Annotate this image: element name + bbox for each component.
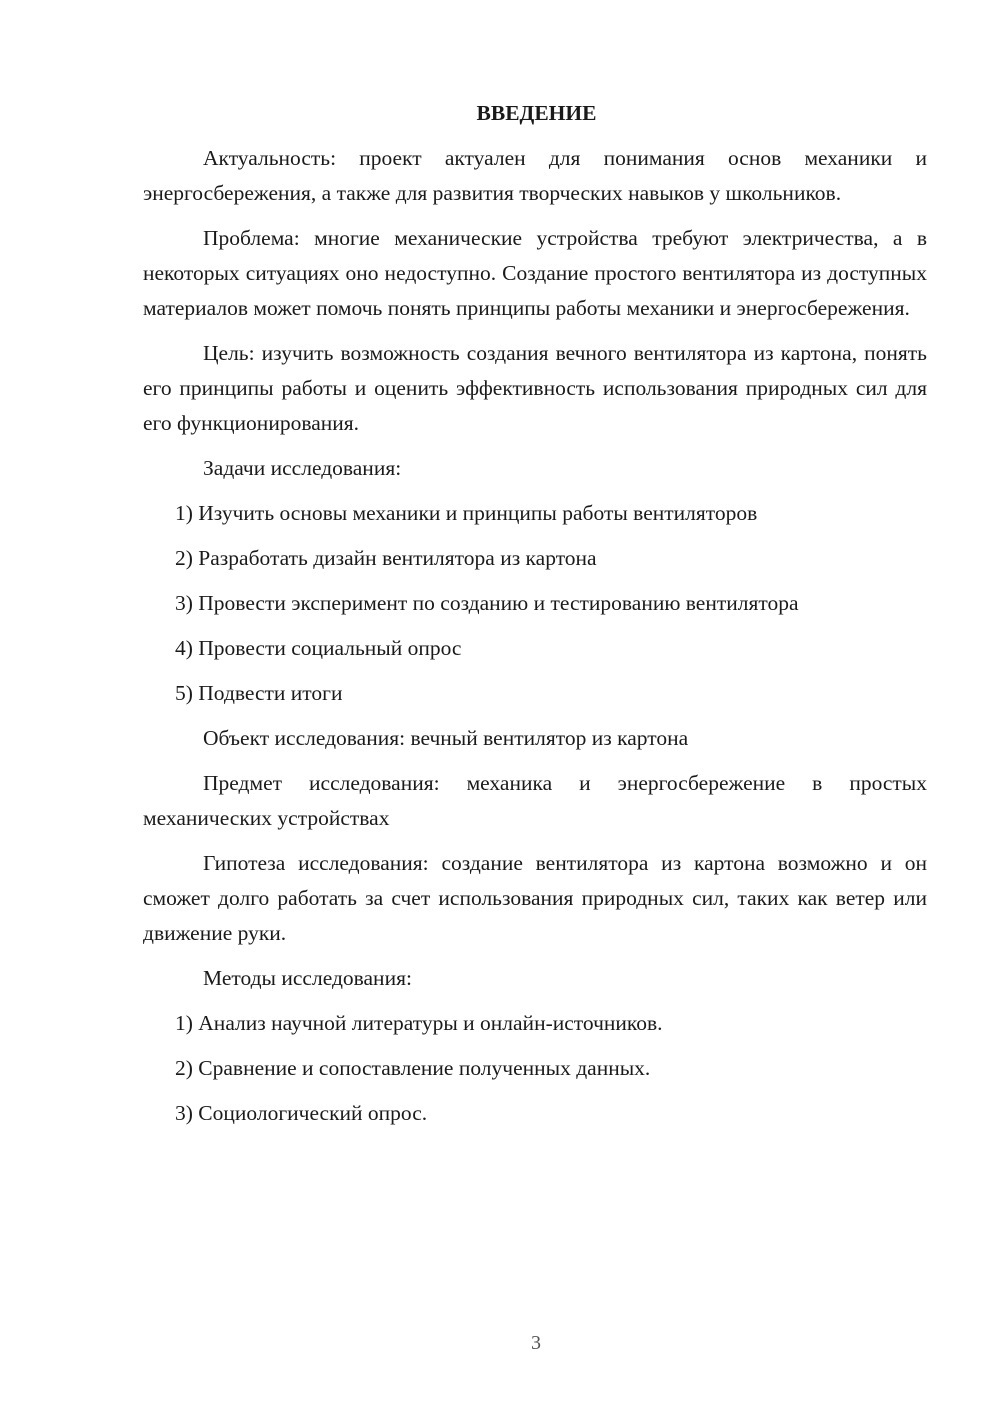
list-item: 2) Разработать дизайн вентилятора из картона bbox=[175, 546, 597, 570]
list-item: 5) Подвести итоги bbox=[175, 681, 343, 705]
page-number: 3 bbox=[531, 1332, 541, 1354]
methods-heading: Методы исследования: bbox=[203, 966, 412, 990]
tasks-heading: Задачи исследования: bbox=[203, 456, 402, 480]
list-item: 3) Социологический опрос. bbox=[175, 1101, 428, 1125]
list-item: 3) Провести эксперимент по созданию и тестированию вентилятора bbox=[175, 591, 799, 615]
list-item: 1) Изучить основы механики и принципы работы вентиляторов bbox=[175, 501, 758, 525]
list-item: 2) Сравнение и сопоставление полученных данных. bbox=[175, 1056, 651, 1080]
object-paragraph: Объект исследования: вечный вентилятор из картона bbox=[203, 726, 689, 750]
document-page bbox=[143, 96, 927, 1141]
hypothesis-paragraph: Гипотеза исследования: создание вентилятора из картона возможно и он сможет долго работать за счет использования природных сил, таких как ветер или движение руки. bbox=[143, 851, 927, 945]
list-item: 1) Анализ научной литературы и онлайн-источников. bbox=[175, 1011, 663, 1035]
relevance-paragraph: Актуальность: проект актуален для понимания основ механики и энергосбережения, а также для развития творческих навыков у школьников. bbox=[143, 146, 927, 205]
goal-paragraph: Цель: изучить возможность создания вечного вентилятора из картона, понять его принципы работы и оценить эффективность использования природных сил для его функционирования. bbox=[143, 341, 927, 435]
tasks-list bbox=[143, 496, 927, 711]
subject-paragraph: Предмет исследования: механика и энергосбережение в простых механических устройствах bbox=[143, 771, 927, 830]
section-title: ВВЕДЕНИЕ bbox=[476, 101, 597, 125]
methods-list bbox=[143, 1006, 927, 1131]
problem-paragraph: Проблема: многие механические устройства требуют электричества, а в некоторых ситуациях оно недоступно. Создание простого вентилятора из доступных материалов может помочь понять принципы работы механики и энергосбережения. bbox=[143, 226, 927, 320]
list-item: 4) Провести социальный опрос bbox=[175, 636, 462, 660]
